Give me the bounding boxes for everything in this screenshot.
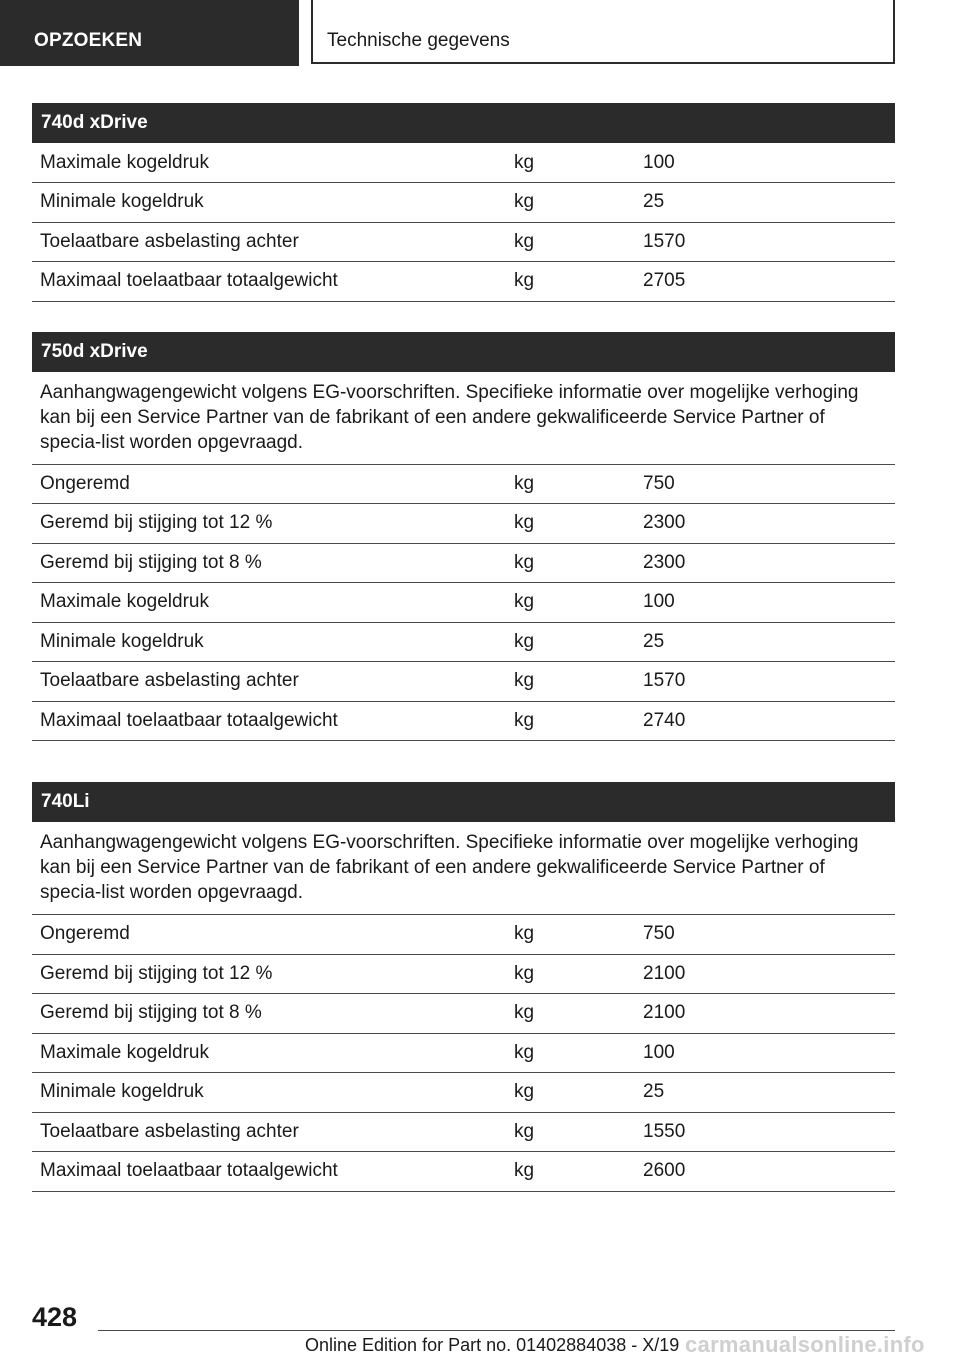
table-row — [32, 662, 895, 702]
row-value: 1570 — [635, 222, 895, 262]
row-value: 2300 — [635, 504, 895, 544]
row-value: 750 — [635, 464, 895, 504]
row-unit: kg — [506, 1073, 635, 1113]
row-label: Toelaatbare asbelasting achter — [32, 662, 506, 702]
row-label: Geremd bij stijging tot 12 % — [32, 954, 506, 994]
row-unit: kg — [506, 622, 635, 662]
row-unit: kg — [506, 262, 635, 302]
row-label: Toelaatbare asbelasting achter — [32, 222, 506, 262]
spec-table-740d-xdrive — [32, 103, 895, 302]
table-row — [32, 1152, 895, 1192]
row-value: 2705 — [635, 262, 895, 302]
row-label: Toelaatbare asbelasting achter — [32, 1112, 506, 1152]
table-row — [32, 222, 895, 262]
section-label: OPZOEKEN — [0, 0, 299, 66]
row-label: Minimale kogeldruk — [32, 622, 506, 662]
table-row — [32, 701, 895, 741]
row-unit: kg — [506, 954, 635, 994]
model-heading: 740Li — [32, 782, 895, 822]
row-value: 2300 — [635, 543, 895, 583]
watermark: carmanualsonline.info — [685, 1332, 925, 1357]
row-unit: kg — [506, 701, 635, 741]
model-heading: 740d xDrive — [32, 103, 895, 143]
footer-divider — [98, 1330, 895, 1331]
row-label: Minimale kogeldruk — [32, 1073, 506, 1113]
row-unit: kg — [506, 583, 635, 623]
row-unit: kg — [506, 143, 635, 183]
table-row — [32, 183, 895, 223]
trailer-weight-note: Aanhangwagengewicht volgens EG-voorschriften. Specifieke informatie over mogelijke verhoging kan bij een Service Partner van de fabrikant of een andere gekwalificeerde Service Partner of specia-list worden opgevraagd. — [32, 372, 895, 465]
spec-content — [32, 103, 895, 1222]
table-row — [32, 622, 895, 662]
spec-table-750d-xdrive — [32, 332, 895, 742]
table-row — [32, 143, 895, 183]
trailer-weight-note: Aanhangwagengewicht volgens EG-voorschriften. Specifieke informatie over mogelijke verhoging kan bij een Service Partner van de fabrikant of een andere gekwalificeerde Service Partner of specia-list worden opgevraagd. — [32, 822, 895, 915]
spec-table-740li — [32, 782, 895, 1192]
row-value: 2100 — [635, 994, 895, 1034]
row-unit: kg — [506, 543, 635, 583]
row-unit: kg — [506, 1033, 635, 1073]
table-row — [32, 464, 895, 504]
row-label: Maximale kogeldruk — [32, 143, 506, 183]
row-unit: kg — [506, 662, 635, 702]
row-unit: kg — [506, 504, 635, 544]
chapter-title: Technische gegevens — [311, 0, 895, 64]
row-label: Geremd bij stijging tot 8 % — [32, 994, 506, 1034]
table-row — [32, 1033, 895, 1073]
row-value: 25 — [635, 183, 895, 223]
table-row — [32, 504, 895, 544]
table-row — [32, 543, 895, 583]
table-row — [32, 583, 895, 623]
table-row — [32, 954, 895, 994]
table-row — [32, 262, 895, 302]
row-label: Ongeremd — [32, 915, 506, 955]
row-label: Ongeremd — [32, 464, 506, 504]
table-row — [32, 1112, 895, 1152]
row-unit: kg — [506, 1112, 635, 1152]
row-label: Minimale kogeldruk — [32, 183, 506, 223]
row-value: 25 — [635, 622, 895, 662]
page-header — [0, 0, 960, 66]
row-label: Geremd bij stijging tot 8 % — [32, 543, 506, 583]
row-value: 1550 — [635, 1112, 895, 1152]
row-value: 2100 — [635, 954, 895, 994]
row-value: 100 — [635, 143, 895, 183]
table-row — [32, 1073, 895, 1113]
row-value: 2600 — [635, 1152, 895, 1192]
model-heading: 750d xDrive — [32, 332, 895, 372]
row-label: Maximale kogeldruk — [32, 1033, 506, 1073]
row-label: Maximaal toelaatbaar totaalgewicht — [32, 1152, 506, 1192]
row-unit: kg — [506, 183, 635, 223]
row-label: Maximaal toelaatbaar totaalgewicht — [32, 262, 506, 302]
row-value: 25 — [635, 1073, 895, 1113]
page-number: 428 — [32, 1302, 78, 1332]
row-value: 1570 — [635, 662, 895, 702]
row-value: 100 — [635, 583, 895, 623]
row-unit: kg — [506, 1152, 635, 1192]
table-row — [32, 994, 895, 1034]
row-unit: kg — [506, 464, 635, 504]
row-value: 100 — [635, 1033, 895, 1073]
table-row — [32, 915, 895, 955]
note-row — [32, 822, 895, 915]
row-unit: kg — [506, 915, 635, 955]
row-unit: kg — [506, 994, 635, 1034]
row-value: 750 — [635, 915, 895, 955]
note-row — [32, 372, 895, 465]
row-value: 2740 — [635, 701, 895, 741]
edition-text: Online Edition for Part no. 01402884038 - X/19 — [305, 1335, 680, 1355]
row-unit: kg — [506, 222, 635, 262]
row-label: Maximale kogeldruk — [32, 583, 506, 623]
row-label: Geremd bij stijging tot 12 % — [32, 504, 506, 544]
row-label: Maximaal toelaatbaar totaalgewicht — [32, 701, 506, 741]
